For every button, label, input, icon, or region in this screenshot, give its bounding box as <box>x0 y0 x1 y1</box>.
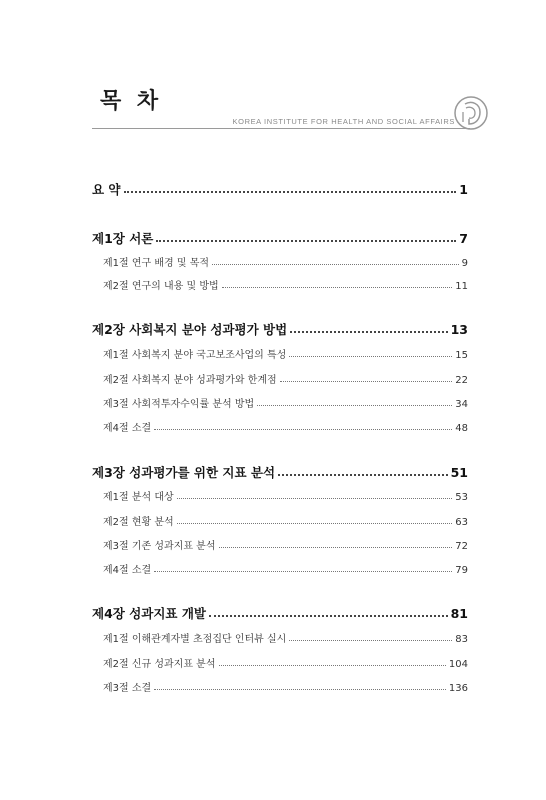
header-divider <box>92 128 470 129</box>
toc-label: 제1절 이해관계자별 초점집단 인터뷰 실시 <box>103 634 287 645</box>
toc-entry-section[interactable] <box>92 254 468 269</box>
toc-page-number: 15 <box>455 350 468 361</box>
dot-leader <box>280 380 453 382</box>
toc-label: 제3절 사회적투자수익률 분석 방법 <box>103 399 255 410</box>
toc-label: 제1장 서론 <box>92 231 154 246</box>
toc-label: 요 약 <box>92 182 121 197</box>
dot-leader <box>289 355 452 357</box>
toc-page-number: 7 <box>459 231 468 246</box>
toc-page-number: 81 <box>450 606 468 621</box>
toc-label: 제1절 사회복지 분야 국고보조사업의 특성 <box>103 350 287 361</box>
toc-entry-section[interactable] <box>92 513 468 528</box>
toc-page-number: 48 <box>455 423 468 434</box>
dot-leader <box>154 428 452 430</box>
toc-entry-section[interactable] <box>92 488 468 503</box>
dot-leader <box>290 330 447 333</box>
toc-label: 제2장 사회복지 분야 성과평가 방법 <box>92 322 288 337</box>
toc-entry-chapter-3[interactable] <box>92 463 468 481</box>
toc-page-number: 1 <box>459 182 468 197</box>
toc-entry-section[interactable] <box>92 277 468 292</box>
toc-entry-section[interactable] <box>92 395 468 410</box>
toc-entry-section[interactable] <box>92 419 468 434</box>
dot-leader <box>222 286 453 288</box>
dot-leader <box>219 546 453 548</box>
dot-leader <box>124 190 457 193</box>
toc-label: 제3절 소결 <box>103 683 152 694</box>
toc-entry-section[interactable] <box>92 346 468 361</box>
toc-entry-section[interactable] <box>92 655 468 670</box>
toc-entry-summary[interactable] <box>92 180 468 198</box>
dot-leader <box>278 473 448 476</box>
dot-leader <box>154 570 452 572</box>
institute-name: KOREA INSTITUTE FOR HEALTH AND SOCIAL AFFAIRS <box>232 117 455 126</box>
toc-entry-section[interactable] <box>92 371 468 386</box>
toc-page-number: 83 <box>455 634 468 645</box>
toc-page-number: 136 <box>448 683 468 694</box>
toc-page-number: 51 <box>450 465 468 480</box>
toc-entry-chapter-4[interactable] <box>92 604 468 622</box>
toc-label: 제4절 소결 <box>103 565 152 576</box>
toc-label: 제2절 사회복지 분야 성과평가와 한계점 <box>103 375 277 386</box>
toc-page-number: 9 <box>461 258 468 269</box>
toc-entry-section[interactable] <box>92 630 468 645</box>
toc-page-number: 79 <box>455 565 468 576</box>
toc-label: 제2절 연구의 내용 및 방법 <box>103 281 219 292</box>
toc-label: 제1절 연구 배경 및 목적 <box>103 258 210 269</box>
toc-label: 제4절 소결 <box>103 423 152 434</box>
toc-page-number: 13 <box>450 322 468 337</box>
toc-label: 제3절 기존 성과지표 분석 <box>103 541 216 552</box>
toc-label: 제2절 신규 성과지표 분석 <box>103 659 216 670</box>
dot-leader <box>209 614 448 617</box>
dot-leader <box>177 497 453 499</box>
dot-leader <box>219 664 446 666</box>
dot-leader <box>156 239 456 242</box>
dot-leader <box>289 639 452 641</box>
toc-entry-chapter-1[interactable] <box>92 229 468 247</box>
toc-page-number: 72 <box>455 541 468 552</box>
dot-leader <box>177 522 453 524</box>
toc-label: 제2절 현황 분석 <box>103 517 174 528</box>
page-title: 목 차 <box>100 89 163 114</box>
toc-page-number: 11 <box>455 281 468 292</box>
toc-label: 제4장 성과지표 개발 <box>92 606 207 621</box>
toc-entry-section[interactable] <box>92 679 468 694</box>
toc-label: 제1절 분석 대상 <box>103 492 174 503</box>
toc-label: 제3장 성과평가를 위한 지표 분석 <box>92 465 276 480</box>
toc-page-number: 53 <box>455 492 468 503</box>
toc-page-number: 34 <box>455 399 468 410</box>
toc-page-number: 22 <box>455 375 468 386</box>
toc-entry-chapter-2[interactable] <box>92 320 468 338</box>
dot-leader <box>154 688 446 690</box>
toc-entry-section[interactable] <box>92 561 468 576</box>
toc-page-number: 63 <box>455 517 468 528</box>
dot-leader <box>212 263 459 265</box>
dot-leader <box>257 404 452 406</box>
toc-entry-section[interactable] <box>92 537 468 552</box>
toc-page-number: 104 <box>448 659 468 670</box>
institute-logo-icon <box>452 94 490 132</box>
